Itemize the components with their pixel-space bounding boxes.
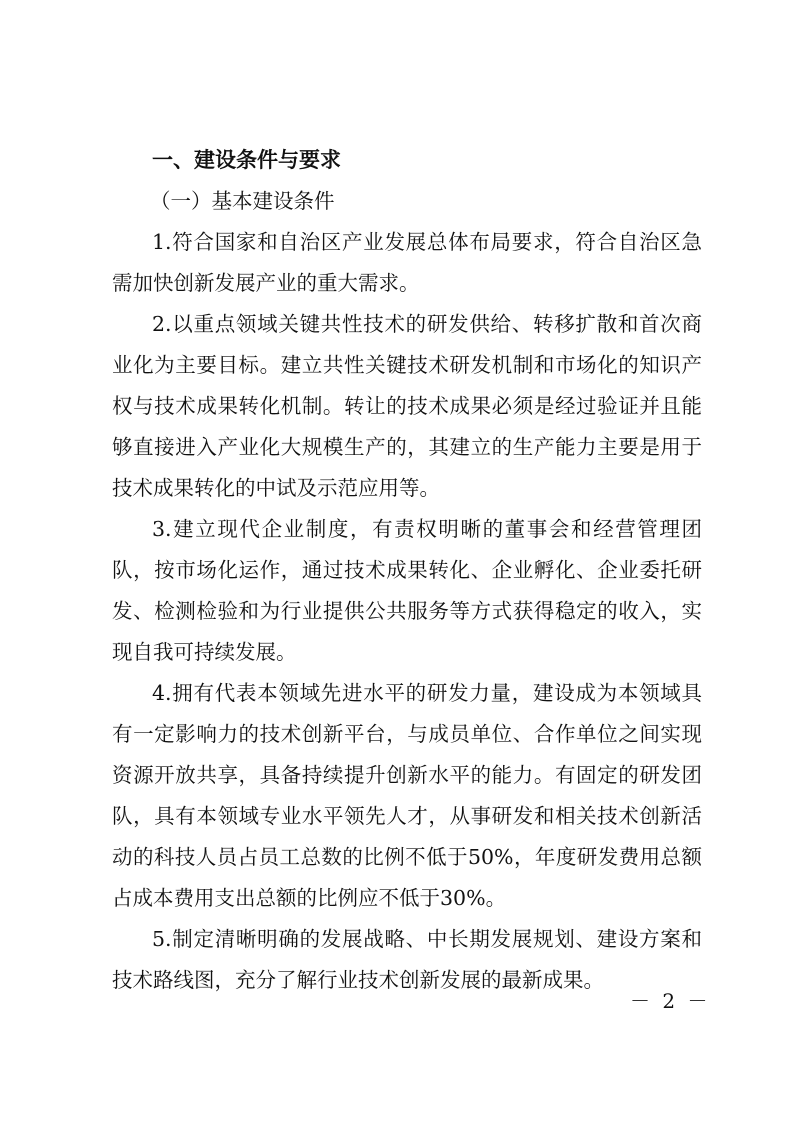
page-number: － 2 － (630, 989, 711, 1013)
paragraph-2: 2.以重点领域关键共性技术的研发供给、转移扩散和首次商业化为主要目标。建立共性关键技术研发机制和市场化的知识产权与技术成果转化机制。转让的技术成果必须是经过验证并且能够直接进入产业化大规模生产的，其建立的生产能力主要是用于技术成果转化的中试及示范应用等。 (112, 312, 702, 500)
section-title: 一、建设条件与要求 (152, 148, 341, 172)
subsection-title: （一）基本建设条件 (150, 189, 335, 213)
paragraph-3: 3.建立现代企业制度，有责权明晰的董事会和经营管理团队，按市场化运作，通过技术成果转化、企业孵化、企业委托研发、检测检验和为行业提供公共服务等方式获得稳定的收入，实现自我可持续发展。 (112, 517, 702, 664)
paragraph-5: 5.制定清晰明确的发展战略、中长期发展规划、建设方案和技术路线图，充分了解行业技术创新发展的最新成果。 (112, 927, 702, 992)
paragraph-4: 4.拥有代表本领域先进水平的研发力量，建设成为本领域具有一定影响力的技术创新平台，与成员单位、合作单位之间实现资源开放共享，具备持续提升创新水平的能力。有固定的研发团队，具有本领域专业水平领先人才，从事研发和相关技术创新活动的科技人员占员工总数的比例不低于50%，年度研发费用总额占成本费用支出总额的比例应不低于30%。 (112, 681, 702, 910)
paragraph-1: 1.符合国家和自治区产业发展总体布局要求，符合自治区急需加快创新发展产业的重大需求。 (112, 230, 702, 295)
document-body (112, 140, 702, 1001)
